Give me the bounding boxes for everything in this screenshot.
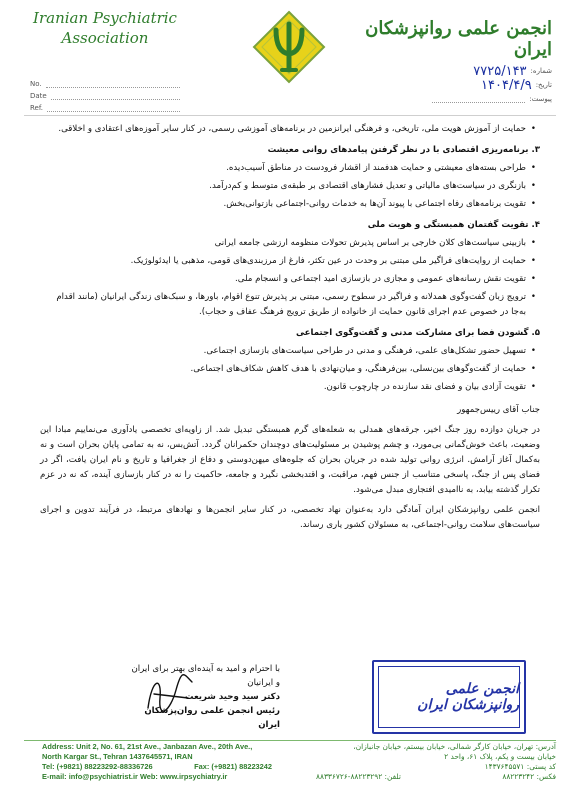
section-bullets [40,344,540,395]
footer-address-line1: Address: Unit 2, No. 61, 21st Ave., Janbazan Ave., 20th Ave., [42,742,253,751]
meta-field-ref [30,102,180,114]
meta-field-attachment [432,92,552,106]
org-name-fa: انجمن علمی روانپزشکان ایران [365,18,552,60]
list-item: • ترویج زبان گفت‌وگوی همدلانه و فراگیر در سطوح رسمی، مبتنی بر پذیرش تنوع اقوام، باورها، و سبک‌های زندگی ایرانیان (مانند اقدام به‌جا در خصوص عدم اجرای قانون حمایت از خانواده از طریق ترویج فرهنگ عفاف و حجاب). [40,290,526,320]
section-bullets [40,161,540,212]
footer-phone-fax [42,762,272,772]
meta-fields-en [30,78,180,114]
footer-tel: Tel: (+9821) 88223292-88336726 [42,762,153,771]
footer-email-web: E-mail: info@psychiatrist.ir Web: www.irpsychiatry.ir [42,772,228,781]
footer-address-en [42,742,272,782]
header-divider [24,115,556,116]
footer-fax: Fax: (+9821) 88223242 [194,762,272,771]
footer-address-fa [316,742,556,782]
meta-field-number [432,64,552,78]
org-name-en-line2: Association [61,29,149,47]
list-item: • تسهیل حضور تشکل‌های علمی، فرهنگی و مدنی در طراحی سیاست‌های بازسازی اجتماعی. [40,344,526,359]
closing-line: با احترام و امید به آینده‌ای بهتر برای ایران و ایرانیان [131,664,280,688]
meta-label-number: شماره: [530,67,552,75]
signatory-position: رئیس انجمن علمی روان‌پزشکان ایران [144,706,280,730]
intro-bullet: • حمایت از آموزش هویت ملی، تاریخی، و فرهنگی ایرانزمین در برنامه‌های آموزشی رسمی، در کنار سایر آموزه‌های اعتقادی و اخلاقی. [40,122,526,137]
org-name-en-line1: Iranian Psychiatric [33,9,177,27]
letter-number-value: ۷۷۲۵/۱۴۳ [473,63,527,79]
letter-body [40,122,540,538]
stamp-text: انجمن علمی روانپزشکان ایران [378,666,520,728]
list-item: • حمایت از گفت‌وگوهای بین‌نسلی، بین‌فرهنگی، و میان‌نهادی با هدف کاهش شکاف‌های اجتماعی. [40,362,526,377]
meta-fields-fa [432,64,552,106]
paragraph-2: انجمن علمی روانپزشکان ایران آمادگی دارد به‌عنوان نهاد تخصصی، در کنار سایر انجمن‌ها و نهادهای مرتبط، در فرآیند تدوین و اجرای سیاست‌های سلامت روانی-اجتماعی، به مسئولان کشور یاری رساند. [40,505,540,530]
footer-fax-tel-fa [316,772,556,782]
section-5 [40,326,540,395]
section-title: ۵. گشودن فضا برای مشارکت مدنی و گفت‌وگوی اجتماعی [295,328,540,338]
paragraph-1: در جریان دوازده روز جنگ اخیر، جرقه‌های همدلی به شعله‌های گرم همبستگی تبدیل شد. از زاویه‌ای تخصصی یادآوری می‌نماییم مبادا این وضعیت، باعث خوش‌گمانی بی‌مورد، و چشم پوشیدن بر مسئولیت‌های دوچندان حکمرانان گردد. آتش‌بس، نه به تمامی پایان بحران است و نه به‌کمال آغاز آرامش. انرژی روانی تولید شده در جریان بحران که جلوه‌های میهن‌دوستی و دفاع از جغرافیا و تاریخ و نام ایران یافت، اگر در فضای پس از جنگ، پاسخی متناسب از جنس فهم، مراقبت، و اقتدبخشی نگیرد و جامعه، حاکمیت را نه در کنار بازسازی آینده، که نه در عزم تکرار گذشته بیابد، به ناامیدی افتجاری مبدل می‌شود. [40,425,540,495]
handwritten-signature [140,668,200,718]
section-3 [40,143,540,212]
list-item: • بازبینی سیاست‌های کلان خارجی بر اساس پذیرش تحولات منظومه ارزشی جامعه ایرانی [40,236,526,251]
section-title: ۳. برنامه‌ریزی اقتصادی با در نظر گرفتن پیامدهای روانی معیشت [267,145,540,155]
meta-dots [46,81,180,88]
meta-label-attachment: پیوست: [529,95,552,103]
meta-label-date-fa: تاریخ: [535,81,552,89]
list-item: • تقویت نقش رسانه‌های عمومی و مجازی در بازسازی امید اجتماعی و انسجام ملی. [40,272,526,287]
section-bullets [40,236,540,320]
salutation: جناب آقای رییس‌جمهور [457,405,540,415]
list-item: • طراحی بسته‌های معیشتی و حمایت هدفمند از اقشار فرودست در مناطق آسیب‌دیده. [40,161,526,176]
signatory-name: دکتر سید وحید شریعت [184,692,280,702]
meta-label-no: No. [30,80,42,88]
meta-field-date-fa [432,78,552,92]
section-4 [40,218,540,320]
footer-tel-fa: تلفن: ۸۸۲۲۳۲۹۲-۸۸۳۳۶۷۲۶ [316,772,401,781]
intro-bullet-list [40,122,540,137]
list-item: • حمایت از روایت‌های فراگیر ملی مبتنی بر وحدت در عین تکثر، فارغ از مرزبندی‌های قومی، مذهبی یا ایدئولوژیک. [40,254,526,269]
list-item: • تقویت برنامه‌های رفاه اجتماعی با پیوند آن‌ها به خدمات روانی-اجتماعی بازتوانی‌بخش. [40,197,526,212]
association-stamp [372,660,526,734]
footer-fax-fa: فکس: ۸۸۲۲۳۲۴۲ [502,772,556,781]
meta-dots [51,93,180,100]
association-logo [252,10,326,84]
org-name-en [30,8,180,48]
list-item: • تقویت آزادی بیان و فضای نقد سازنده در چارچوب قانون. [40,380,526,395]
letter-date-value: ۱۴۰۴/۴/۹ [481,77,532,93]
meta-label-ref: Ref. [30,104,44,112]
meta-field-no [30,78,180,90]
meta-label-date: Date [30,92,47,100]
meta-field-date [30,90,180,102]
list-item: • بازنگری در سیاست‌های مالیاتی و تعدیل فشارهای اقتصادی بر طبقه‌ی متوسط و کم‌درآمد. [40,179,526,194]
footer-postal: کد پستی: ۱۴۳۷۶۴۵۵۷۱ [484,762,556,771]
footer-address-line2: North Kargar St., Tehran 1437645571, IRAN [42,752,193,761]
footer-address-fa-line1: آدرس: تهران، خیابان کارگر شمالی، خیابان بیستم، خیابان جانبازان، [353,742,556,751]
meta-dots [432,96,525,103]
section-title: ۴. تقویت گفتمان همبستگی و هویت ملی [367,220,540,230]
footer-divider [24,740,556,741]
meta-dots [47,105,180,112]
footer-address-fa-line2: خیابان بیست و یکم، پلاک ۶۱، واحد ۲ [444,752,556,761]
